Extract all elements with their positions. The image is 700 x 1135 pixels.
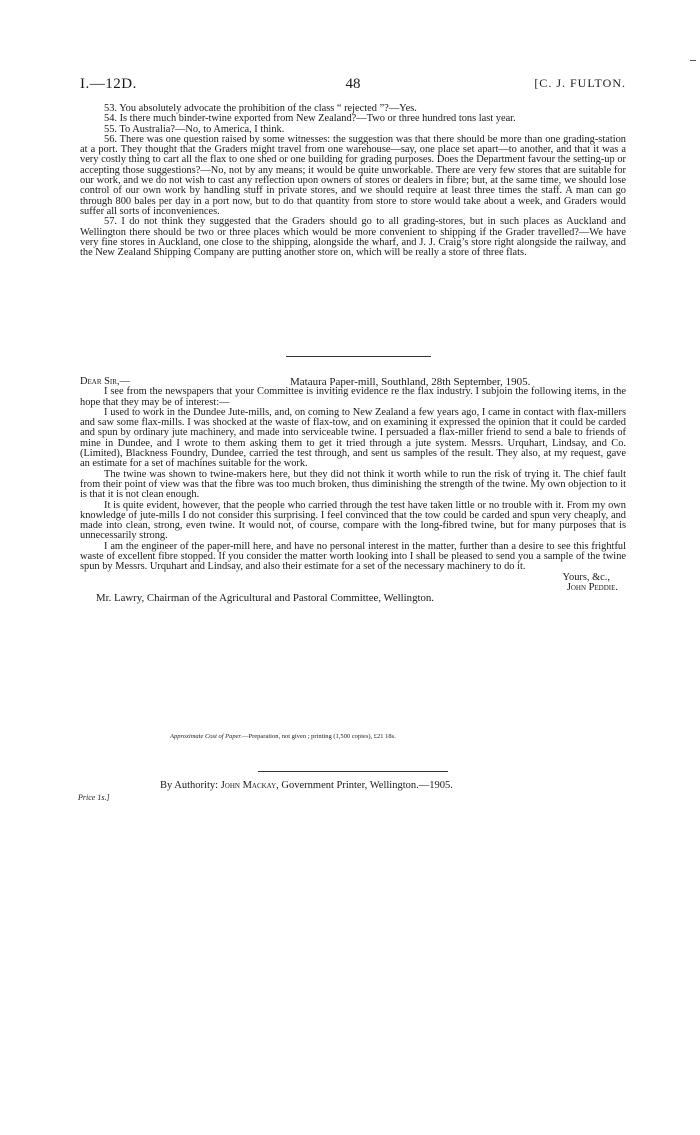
signature: John Peddie. [566, 581, 618, 593]
salutation: Dear Sir,— [80, 376, 130, 387]
qa-item: 53. You absolutely advocate the prohibition of the class “ rejected ”?—Yes. [104, 103, 417, 114]
questions-answers [80, 104, 626, 258]
printer-suffix: Government Printer, Wellington.—1905. [281, 780, 453, 791]
addressee: Mr. Lawry, Chairman of the Agricultural and Pastoral Committee, Wellington. [96, 592, 434, 605]
witness-name: [C. J. FULTON. [534, 76, 626, 90]
printer-prefix: By Authority: [160, 780, 219, 791]
qa-item: 56. There was one question raised by some witnesses: the suggestion was that there should be more than one grading-station at a port. They thought that the Graders might travel from one warehouse—say, one place set apart—to another, and that it was a very costly thing to cart all the flax to one shed or one building for grading purposes. Does the Department favour the setting-up or accepting those suggestions?—No, not by any means; it would be quite unworkable. There are very few stores that are suitable for our work, and we do not wish to cast any reflection upon owners of stores or dealers in fibre; but, at the same time, we should lose control of our own work by handling stuff in private stores, and we should require at least three times the staff. A man can go through 800 bales per day in a port now, but to do that quantity from store to store would take about a week, and Graders would suffer all sorts of inconveniences. [80, 133, 626, 217]
footer-divider [258, 771, 448, 772]
letter-heading [80, 377, 626, 387]
cost-text: —Preparation, not given ; printing (1,500 copies), £21 18s. [241, 733, 396, 740]
margin-mark [690, 60, 696, 61]
section-divider [286, 356, 431, 357]
letter-paragraph: The twine was shown to twine-makers here, but they did not think it worth while to run the risk of trying it. The chief fault from their point of view was that the fibre was too much broken, thus diminishing the strength of the twine. My own objection to it is that it is not clean enough. [80, 468, 626, 501]
letter-paragraph: I see from the newspapers that your Committee is inviting evidence re the flax industry. I subjoin the following items, in the hope that they may be of interest:— [80, 386, 626, 408]
letter-paragraph: It is quite evident, however, that the people who carried through the test have taken little or no trouble with it. From my own knowledge of jute-mills I do not consider this surprising. I feel convinced that the tow could be carded and spun very cheaply, and made into clean, strong, even twine. It would not, of course, compare with the long-fibred twine, but for many purposes that is unnecessarily strong. [80, 499, 626, 542]
letter [80, 377, 626, 604]
paper-reference: I.—12D. [80, 76, 137, 92]
page-number: 48 [345, 76, 361, 92]
printer-imprint [160, 780, 580, 791]
letter-paragraph: I used to work in the Dundee Jute-mills, and, on coming to New Zealand a few years ago, I came in contact with flax-millers and saw some flax-mills. I was shocked at the waste of flax-tow, and on examining it expressed the opinion that it could be carded and spun by ordinary jute machinery, and made into serviceable twine. I persuaded a flax-miller friend to send a bale to friends of mine in Dundee, and I wrote to them asking them to get it tried through a jute system. Messrs. Urquhart, Lindsay, and Co. (Limited), Blackness Foundry, Dundee, carried the test through, and sent us samples of the result. They also, at my request, gave an estimate for a set of machines suitable for the work. [80, 406, 626, 470]
page-header [80, 76, 626, 94]
qa-item: 57. I do not think they suggested that the Graders should go to all grading-stores, but in such places as Auckland and Wellington there should be two or three places which would be more convenient to shipping if the Grader travelled?—We have very fine stores in Auckland, one close to the shipping, alongside the wharf, and J. J. Craig’s store right alongside the railway, and the New Zealand Shipping Company are putting another store on, which will be really a store of three flats. [80, 216, 626, 259]
approximate-cost [170, 733, 570, 740]
qa-item: 55. To Australia?—No, to America, I think. [104, 123, 285, 135]
printer-name: John Mackay, [220, 780, 279, 791]
letter-paragraph: I am the engineer of the paper-mill here, and have no personal interest in the matter, further than a desire to see this frightful waste of excellent fibre stopped. If you consider the matter worth looking into I shall be pleased to send you a sample of the twine spun by Messrs. Urquhart and Lindsay, and also their estimate for a set of the necessary machinery to do it. [80, 540, 626, 573]
letter-closing: Yours, &c., [562, 571, 610, 583]
place-date: Mataura Paper-mill, Southland, 28th September, 1905. [290, 376, 531, 388]
cost-label: Approximate Cost of Paper. [170, 733, 242, 740]
qa-item: 54. Is there much binder-twine exported from New Zealand?—Two or three hundred tons last year. [104, 113, 516, 125]
price: Price 1s.] [78, 793, 110, 802]
